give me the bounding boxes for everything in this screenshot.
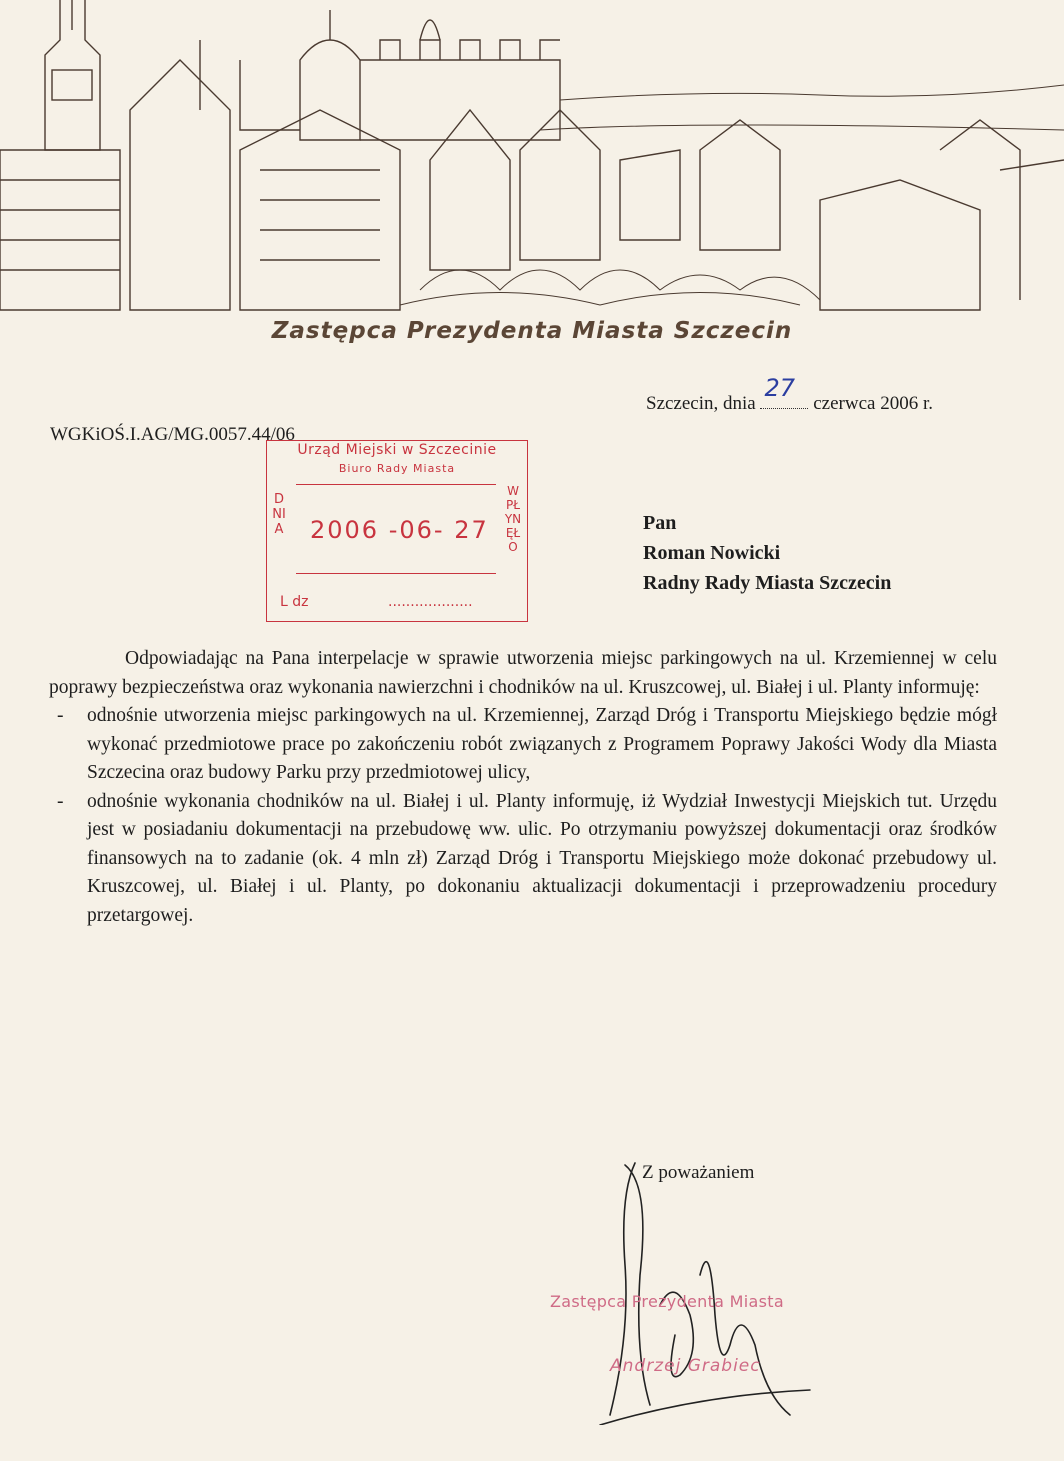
recipient-title: Radny Rady Miasta Szczecin [643,572,892,594]
reference-number: WGKiOŚ.I.AG/MG.0057.44/06 [50,424,295,445]
date-line [646,374,933,415]
date-suffix: czerwca 2006 r. [813,393,933,414]
recipient-name: Roman Nowicki [643,542,781,564]
stamp-office: Urząd Miejski w Szczecinie [297,442,497,458]
body-bullet: - odnośnie wykonania chodników na ul. Białej i ul. Planty informuję, iż Wydział Inwestycji Miejskich tut. Urzędu jest w posiadaniu dokumentacji na przebudowę ww. ulic. Po otrzymaniu powyższej dokumentacji oraz środków finansowych na to zadanie (ok. 4 mln zł) Zarząd Dróg i Transportu Miejskiego może dokonać przebudowy ul. Kruszcowej, ul. Białej i ul. Planty, po dokonaniu aktualizacji dokumentacji i przeprowadzeniu procedury przetargowej. [57,790,997,926]
signature-role: Zastępca Prezydenta Miasta [550,1292,784,1311]
body-bullet-list [49,702,997,930]
body-intro: Odpowiadając na Pana interpelacje w sprawie utworzenia miejsc parkingowych na ul. Krzemiennej w celu poprawy bezpieczeństwa oraz wykonania nawierzchni i chodników na ul. Kruszcowej, ul. Białej i ul. Planty informuję: [49,648,997,698]
received-stamp [266,440,528,622]
stamp-department: Biuro Rady Miasta [338,462,456,475]
letter-body [49,645,997,930]
stamp-ldz-dots: ................... [388,594,473,610]
recipient-salutation: Pan [643,512,677,534]
date-day-field [760,374,808,409]
closing-phrase: Z poważaniem [642,1162,755,1183]
stamp-right-label: WPŁYNĘŁO [504,484,522,554]
body-bullet-text: odnośnie wykonania chodników na ul. Białej i ul. Planty informuję, iż Wydział Inwestycji Miejskich tut. Urzędu jest w posiadaniu dokumentacji na przebudowę ww. ulic. Po otrzymaniu powyższej dokumentacji oraz środków finansowych na to zadanie (ok. 4 mln zł) Zarząd Dróg i Transportu Miejskiego może dokonać przebudowy ul. Kruszcowej, ul. Białej i ul. Planty, po dokonaniu aktualizacji dokumentacji i przeprowadzeniu procedury przetargowej. [87,790,997,926]
date-day-handwritten: 27 [764,374,796,402]
city-skyline-illustration [0,0,1064,312]
stamp-date: 2006 -06- 27 [310,516,489,544]
signature-name: Andrzej Grabiec [610,1356,761,1376]
handwritten-signature [580,1155,820,1425]
body-bullet-text: odnośnie utworzenia miejsc parkingowych na ul. Krzemiennej, Zarząd Dróg i Transportu Miejskiego będzie mógł wykonać przedmiotowe prace po zakończeniu robót związanych z Programem Poprawy Jakości Wody dla Miasta Szczecina oraz budowy Parku przy przedmiotowej ulicy, [87,705,997,783]
recipient-block [643,508,891,598]
letterhead-title: Zastępca Prezydenta Miasta Szczecin [271,318,793,344]
date-prefix: Szczecin, dnia [646,393,756,414]
body-bullet: - odnośnie utworzenia miejsc parkingowych na ul. Krzemiennej, Zarząd Dróg i Transportu Miejskiego będzie mógł wykonać przedmiotowe prace po zakończeniu robót związanych z Programem Poprawy Jakości Wody dla Miasta Szczecina oraz budowy Parku przy przedmiotowej ulicy, [57,705,997,783]
stamp-ldz: L dz [280,594,309,610]
signature-name-stamp [550,1292,784,1376]
stamp-left-label: DNIA [272,492,286,537]
